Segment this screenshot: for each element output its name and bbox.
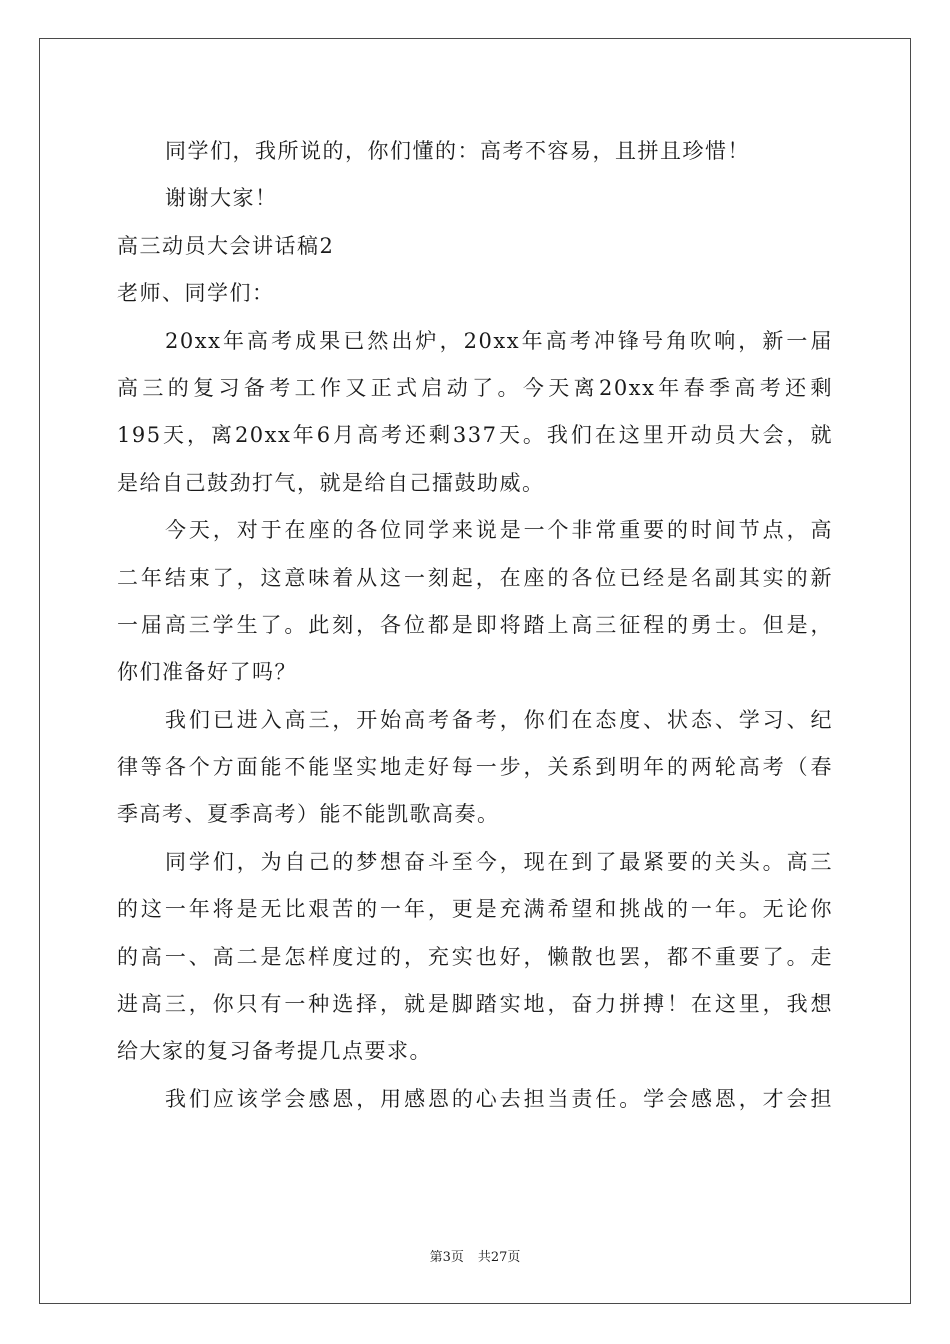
paragraph-line: 谢谢大家！ [165, 186, 278, 211]
paragraph-line: 二年结束了，这意味着从这一刻起，在座的各位已经是名副其实的新 [117, 565, 833, 590]
paragraph-line: 今天，对于在座的各位同学来说是一个非常重要的时间节点，高 [165, 518, 833, 543]
page-footer [0, 1246, 950, 1265]
paragraph-line: 的这一年将是无比艰苦的一年，更是充满希望和挑战的一年。无论你 [117, 897, 833, 922]
paragraph-line: 你们准备好了吗？ [117, 660, 297, 685]
paragraph-line: 195天，离20xx年6月高考还剩337天。我们在这里开动员大会，就 [117, 423, 833, 448]
paragraph-line: 同学们，为自己的梦想奋斗至今，现在到了最紧要的关头。高三 [165, 849, 833, 874]
paragraph-line: 季高考、夏季高考）能不能凯歌高奏。 [117, 802, 500, 827]
paragraph-line: 律等各个方面能不能坚实地走好每一步，关系到明年的两轮高考（春 [117, 755, 833, 780]
paragraph-line: 高三的复习备考工作又正式启动了。今天离20xx年春季高考还剩 [117, 375, 833, 400]
paragraph-line: 一届高三学生了。此刻，各位都是即将踏上高三征程的勇士。但是， [117, 612, 833, 637]
document-body [117, 128, 833, 1123]
paragraph-line: 进高三，你只有一种选择，就是脚踏实地，奋力拼搏！在这里，我想 [117, 992, 833, 1017]
paragraph-line: 的高一、高二是怎样度过的，充实也好，懒散也罢，都不重要了。走 [117, 944, 833, 969]
salutation: 老师、同学们： [117, 281, 275, 306]
page-number: 第3页 [429, 1250, 464, 1265]
paragraph-line: 同学们，我所说的，你们懂的：高考不容易，且拼且珍惜！ [165, 139, 750, 163]
paragraph-line: 是给自己鼓劲打气，就是给自己擂鼓助威。 [117, 470, 545, 495]
paragraph-line: 给大家的复习备考提几点要求。 [117, 1039, 432, 1064]
paragraph-line: 我们应该学会感恩，用感恩的心去担当责任。学会感恩，才会担 [165, 1086, 833, 1111]
paragraph-line: 20xx年高考成果已然出炉，20xx年高考冲锋号角吹响，新一届 [165, 328, 833, 353]
section-heading: 高三动员大会讲话稿2 [117, 233, 335, 258]
page-total: 共27页 [477, 1250, 521, 1265]
paragraph-line: 我们已进入高三，开始高考备考，你们在态度、状态、学习、纪 [165, 707, 833, 732]
